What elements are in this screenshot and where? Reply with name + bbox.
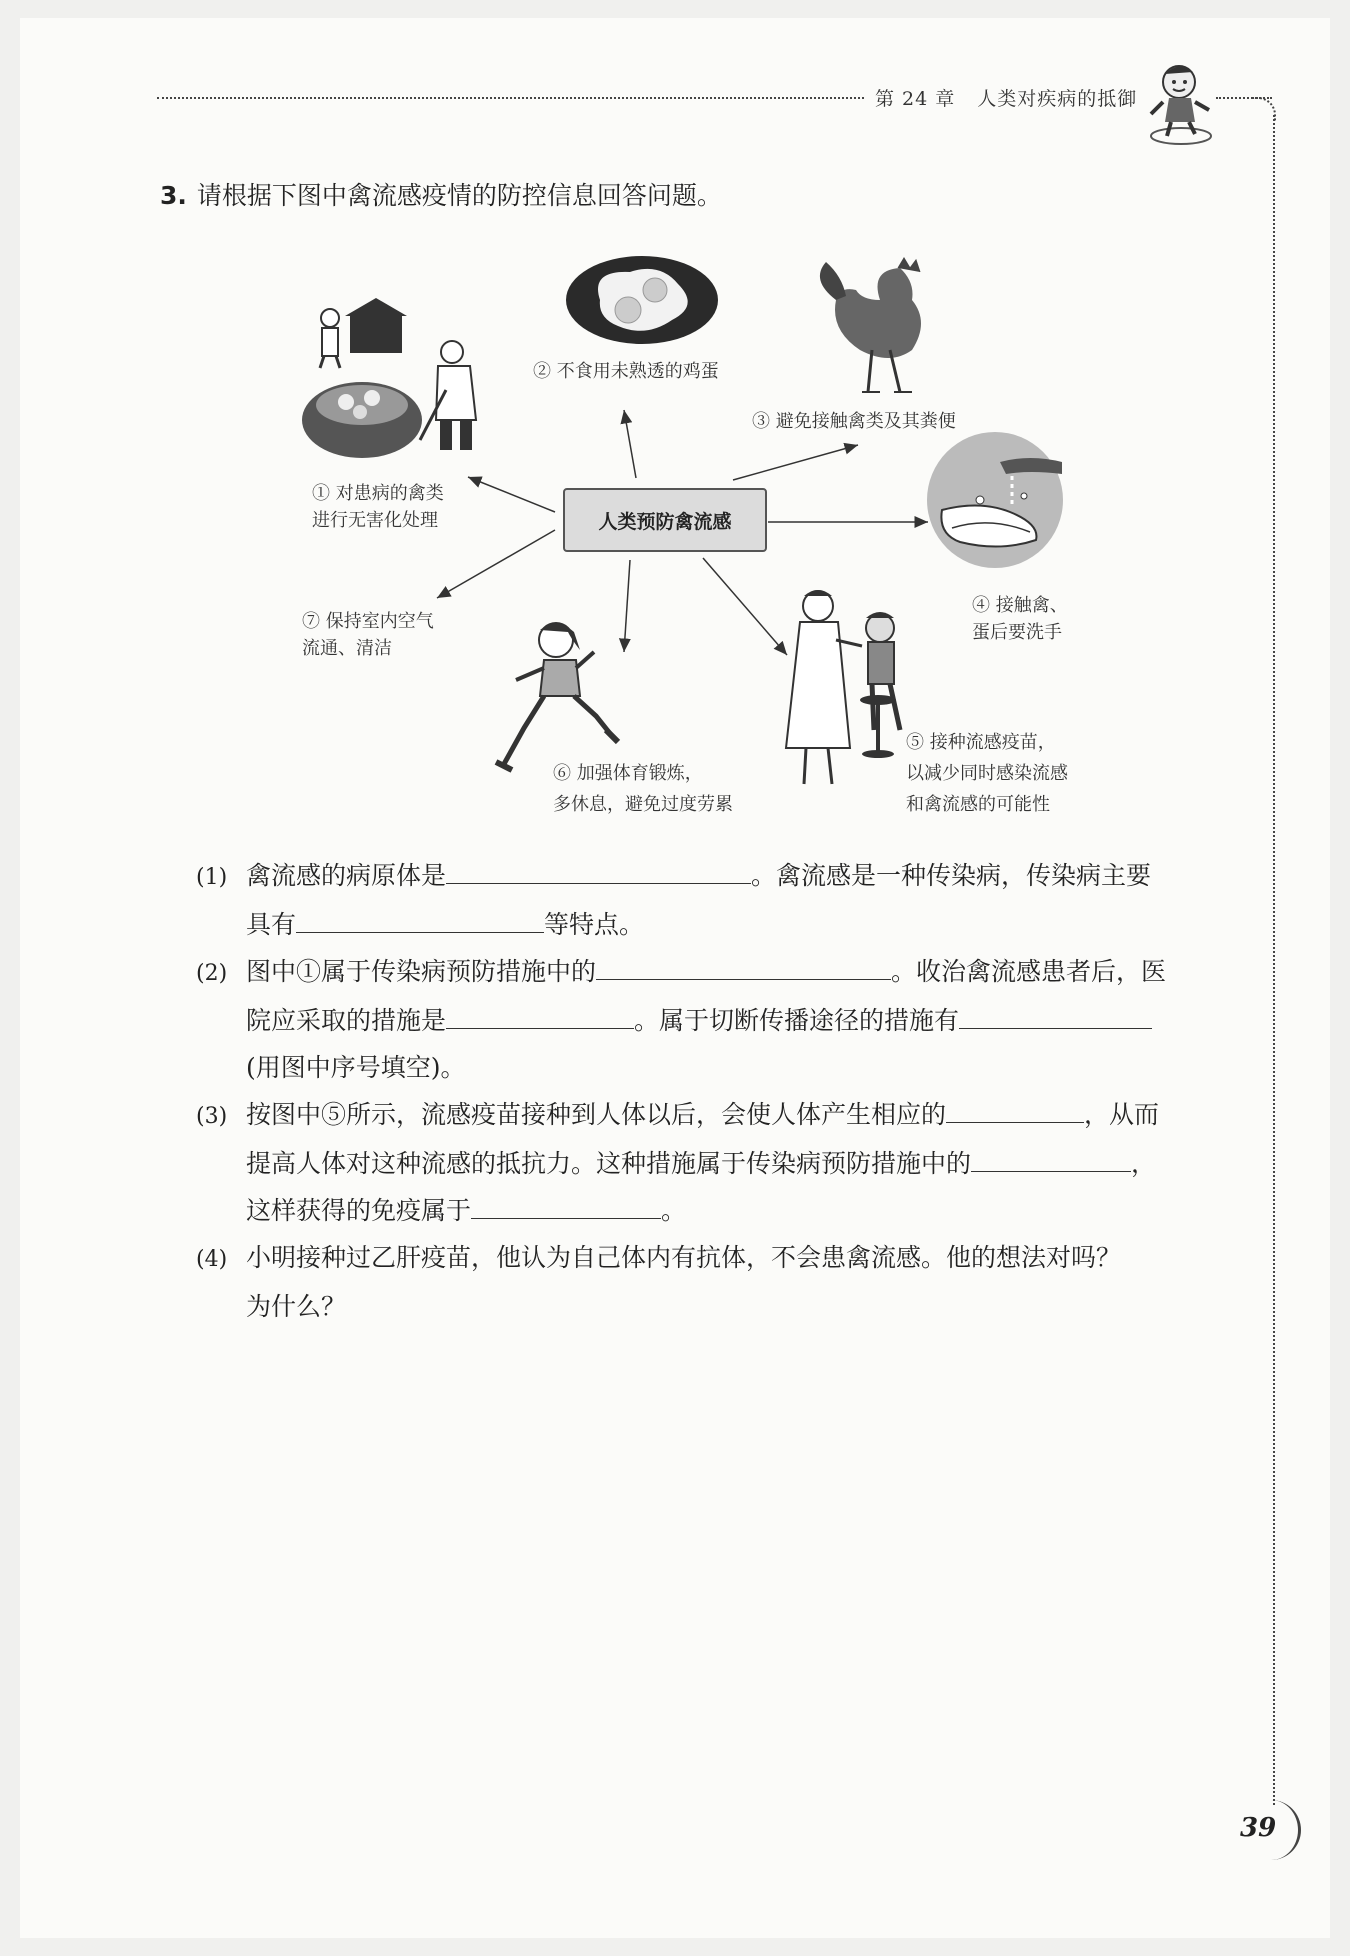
caption-6: ⑥ 加强体育锻炼， 多休息，避免过度劳累 (553, 763, 733, 815)
q3-blank-antibody[interactable] (946, 1092, 1084, 1123)
q2-line3: (用图中序号填空)。 (246, 1053, 466, 1082)
q2-blank-hospital[interactable] (446, 998, 634, 1029)
q3-blank-immunity[interactable] (471, 1188, 661, 1219)
q2-blank-route[interactable] (959, 998, 1152, 1029)
caption-7: ⑦ 保持室内空气 流通、清洁 (302, 611, 434, 659)
caption-4: ④ 接触禽、 蛋后要洗手 (972, 595, 1068, 643)
q1-line1: (1) 禽流感的病原体是 。禽流感是一种传染病，传染病主要 (196, 852, 1211, 901)
fried-egg-icon (566, 256, 718, 344)
q3-line1: (3) 按图中⑤所示，流感疫苗接种到人体以后，会使人体产生相应的 ，从而 (196, 1091, 1211, 1140)
sub-questions (196, 852, 1211, 1330)
q4-line2: 为什么？ (246, 1292, 347, 1321)
prevention-diagram (0, 0, 1350, 850)
q2-line2: 院应采取的措施是 。属于切断传播途径的措施有 (196, 997, 1211, 1044)
caption-5: ⑤ 接种流感疫苗， 以减少同时感染流感 和禽流感的可能性 (906, 732, 1068, 815)
caption-1: ① 对患病的禽类 进行无害化处理 (312, 483, 444, 531)
question-number: 3. (160, 181, 187, 210)
q4-line1: (4) 小明接种过乙肝疫苗，他认为自己体内有抗体，不会患禽流感。他的想法对吗？ (196, 1243, 1122, 1272)
q1-blank-pathogen[interactable] (446, 853, 751, 884)
question-prompt: 请根据下图中禽流感疫情的防控信息回答问题。 (196, 181, 722, 210)
vaccination-icon (786, 590, 900, 784)
q2-blank-measure[interactable] (596, 949, 891, 980)
chapter-number: 第 24 章 (875, 88, 956, 110)
q1-blank-features[interactable] (296, 902, 544, 933)
caption-2: ② 不食用未熟透的鸡蛋 (533, 361, 719, 382)
diagram-center-node: 人类预防禽流感 (563, 488, 767, 552)
hand-washing-icon (927, 432, 1063, 568)
chapter-title: 人类对疾病的抵御 (977, 88, 1138, 110)
q3-blank-measure[interactable] (971, 1141, 1131, 1172)
q3-line2: 提高人体对这种流感的抵抗力。这种措施属于传染病预防措施中的 ， (196, 1140, 1211, 1187)
disposal-workers-icon (302, 298, 476, 458)
q3-line3: 这样获得的免疫属于 。 (196, 1187, 1211, 1234)
page-number: 39 (1240, 1813, 1277, 1843)
caption-3: ③ 避免接触禽类及其粪便 (752, 411, 956, 432)
q1-line2: 具有 等特点。 (196, 901, 1211, 948)
rooster-icon (820, 258, 921, 392)
q2-line1: (2) 图中①属于传染病预防措施中的 。收治禽流感患者后，医 (196, 948, 1211, 997)
running-girl-icon (496, 623, 618, 770)
